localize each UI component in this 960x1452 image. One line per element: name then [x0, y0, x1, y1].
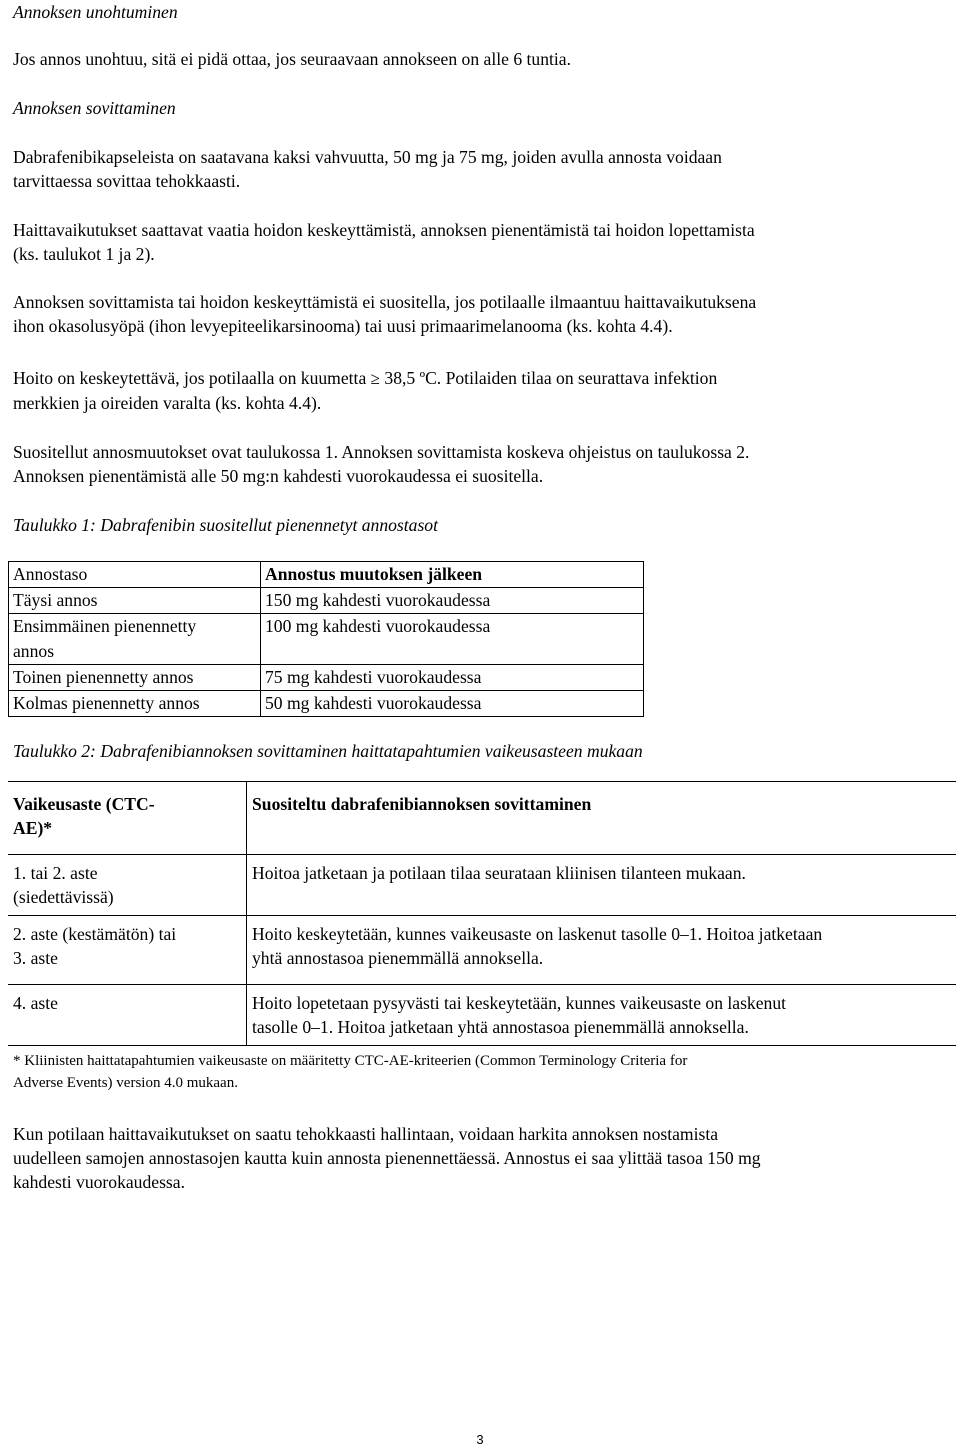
table-cell: [247, 916, 957, 985]
paragraph-line: Haittavaikutukset saattavat vaatia hoidon keskeyttämistä, annoksen pienentämistä tai hoidon lopettamista: [13, 220, 755, 240]
dose-levels-table: [8, 561, 644, 717]
cell-line: 3. aste: [13, 948, 58, 968]
paragraph-fever: [13, 366, 717, 415]
table2-caption: Taulukko 2: Dabrafenibiannoksen sovittaminen haittatapahtumien vaikeusasteen mukaan: [13, 741, 643, 761]
paragraph-line: ihon okasolusyöpä (ihon levyepiteelikarsinooma) tai uusi primaarimelanooma (ks. kohta 4.4).: [13, 316, 673, 336]
cell-line: Vaikeusaste (CTC-: [13, 794, 155, 814]
footnote-line: Adverse Events) version 4.0 mukaan.: [13, 1075, 238, 1091]
table-header-row: [8, 782, 956, 855]
table-header-cell: [8, 782, 247, 855]
paragraph-line: Suositellut annosmuutokset ovat taulukossa 1. Annoksen sovittamista koskeva ohjeistus on taulukossa 2.: [13, 442, 750, 462]
table-cell: 75 mg kahdesti vuorokaudessa: [261, 665, 644, 691]
severity-adjustment-table: [8, 781, 956, 1046]
greater-equal-symbol: ≥: [370, 369, 381, 388]
table-cell: [247, 985, 957, 1046]
paragraph-adverse-effects: [13, 218, 755, 266]
table-cell: 50 mg kahdesti vuorokaudessa: [261, 691, 644, 717]
paragraph-capsule-strengths: [13, 145, 722, 193]
cell-line: Hoito keskeytetään, kunnes vaikeusaste on laskenut tasolle 0–1. Hoitoa jatketaan: [252, 924, 823, 944]
page-number: 3: [476, 1432, 484, 1447]
table-cell: Täysi annos: [9, 588, 261, 614]
table-cell: [8, 855, 247, 916]
table-cell: [9, 614, 261, 665]
paragraph-line: tarvittaessa sovittaa tehokkaasti.: [13, 171, 241, 191]
missed-dose-heading: Annoksen unohtuminen: [13, 2, 178, 22]
table-header-cell: Annostaso: [9, 562, 261, 588]
paragraph-dose-increase: [13, 1122, 761, 1194]
paragraph-line: (ks. taulukot 1 ja 2).: [13, 244, 155, 264]
table-row: [9, 588, 644, 614]
table-header-cell: Annostus muutoksen jälkeen: [261, 562, 644, 588]
cell-line: 2. aste (kestämätön) tai: [13, 924, 177, 944]
cell-line: (siedettävissä): [13, 887, 114, 907]
footnote-line: * Kliinisten haittatapahtumien vaikeusaste on määritetty CTC-AE-kriteerien (Common Terminology Criteria for: [13, 1053, 688, 1069]
paragraph-table-references: [13, 440, 749, 488]
paragraph-line: uudelleen samojen annostasojen kautta kuin annosta pienennettäessä. Annostus ei saa ylittää tasoa 150 mg: [13, 1148, 761, 1168]
table-cell: Hoitoa jatketaan ja potilaan tilaa seurataan kliinisen tilanteen mukaan.: [247, 855, 957, 916]
cell-line: annos: [13, 641, 55, 661]
table-row: [8, 855, 956, 916]
missed-dose-text: Jos annos unohtuu, sitä ei pidä ottaa, jos seuraavaan annokseen on alle 6 tuntia.: [13, 49, 571, 69]
table-cell: 4. aste: [8, 985, 247, 1046]
fever-text-a: Hoito on keskeytettävä, jos potilaalla on kuumetta: [13, 368, 367, 388]
table-cell: Toinen pienennetty annos: [9, 665, 261, 691]
table-cell: [8, 916, 247, 985]
table2-footnote: [13, 1050, 687, 1094]
fever-text-b: 38,5 ºC. Potilaiden tilaa on seurattava infektion: [384, 368, 718, 388]
cell-line: yhtä annostasoa pienemmällä annoksella.: [252, 948, 544, 968]
table-header-row: [9, 562, 644, 588]
table-cell: 150 mg kahdesti vuorokaudessa: [261, 588, 644, 614]
paragraph-skin-cancer: [13, 290, 756, 338]
table-cell: Kolmas pienennetty annos: [9, 691, 261, 717]
paragraph-line: Kun potilaan haittavaikutukset on saatu tehokkaasti hallintaan, voidaan harkita annoksen nostamista: [13, 1124, 719, 1144]
paragraph-line: kahdesti vuorokaudessa.: [13, 1172, 185, 1192]
cell-line: 1. tai 2. aste: [13, 863, 98, 883]
dose-adjustment-heading: Annoksen sovittaminen: [13, 98, 176, 118]
cell-line: Hoito lopetetaan pysyvästi tai keskeytetään, kunnes vaikeusaste on laskenut: [252, 993, 787, 1013]
table-row: [9, 691, 644, 717]
paragraph-line: Annoksen pienentämistä alle 50 mg:n kahdesti vuorokaudessa ei suositella.: [13, 466, 544, 486]
table-cell: 100 mg kahdesti vuorokaudessa: [261, 614, 644, 665]
table-row: [8, 916, 956, 985]
paragraph-line: merkkien ja oireiden varalta (ks. kohta 4.4).: [13, 393, 322, 413]
table-row: [9, 614, 644, 665]
table-row: [8, 985, 956, 1046]
paragraph-line: Annoksen sovittamista tai hoidon keskeyttämistä ei suositella, jos potilaalle ilmaantuu haittavaikutuksena: [13, 292, 757, 312]
paragraph-line: Dabrafenibikapseleista on saatavana kaksi vahvuutta, 50 mg ja 75 mg, joiden avulla annosta voidaan: [13, 147, 722, 167]
paragraph-line: [13, 366, 717, 391]
cell-line: tasolle 0–1. Hoitoa jatketaan yhtä annostasoa pienemmällä annoksella.: [252, 1017, 749, 1037]
table1-caption: Taulukko 1: Dabrafenibin suositellut pienennetyt annostasot: [13, 515, 438, 535]
table-header-cell: Suositeltu dabrafenibiannoksen sovittaminen: [247, 782, 957, 855]
cell-line: Ensimmäinen pienennetty: [13, 616, 197, 636]
cell-line: AE)*: [13, 818, 53, 838]
table-row: [9, 665, 644, 691]
